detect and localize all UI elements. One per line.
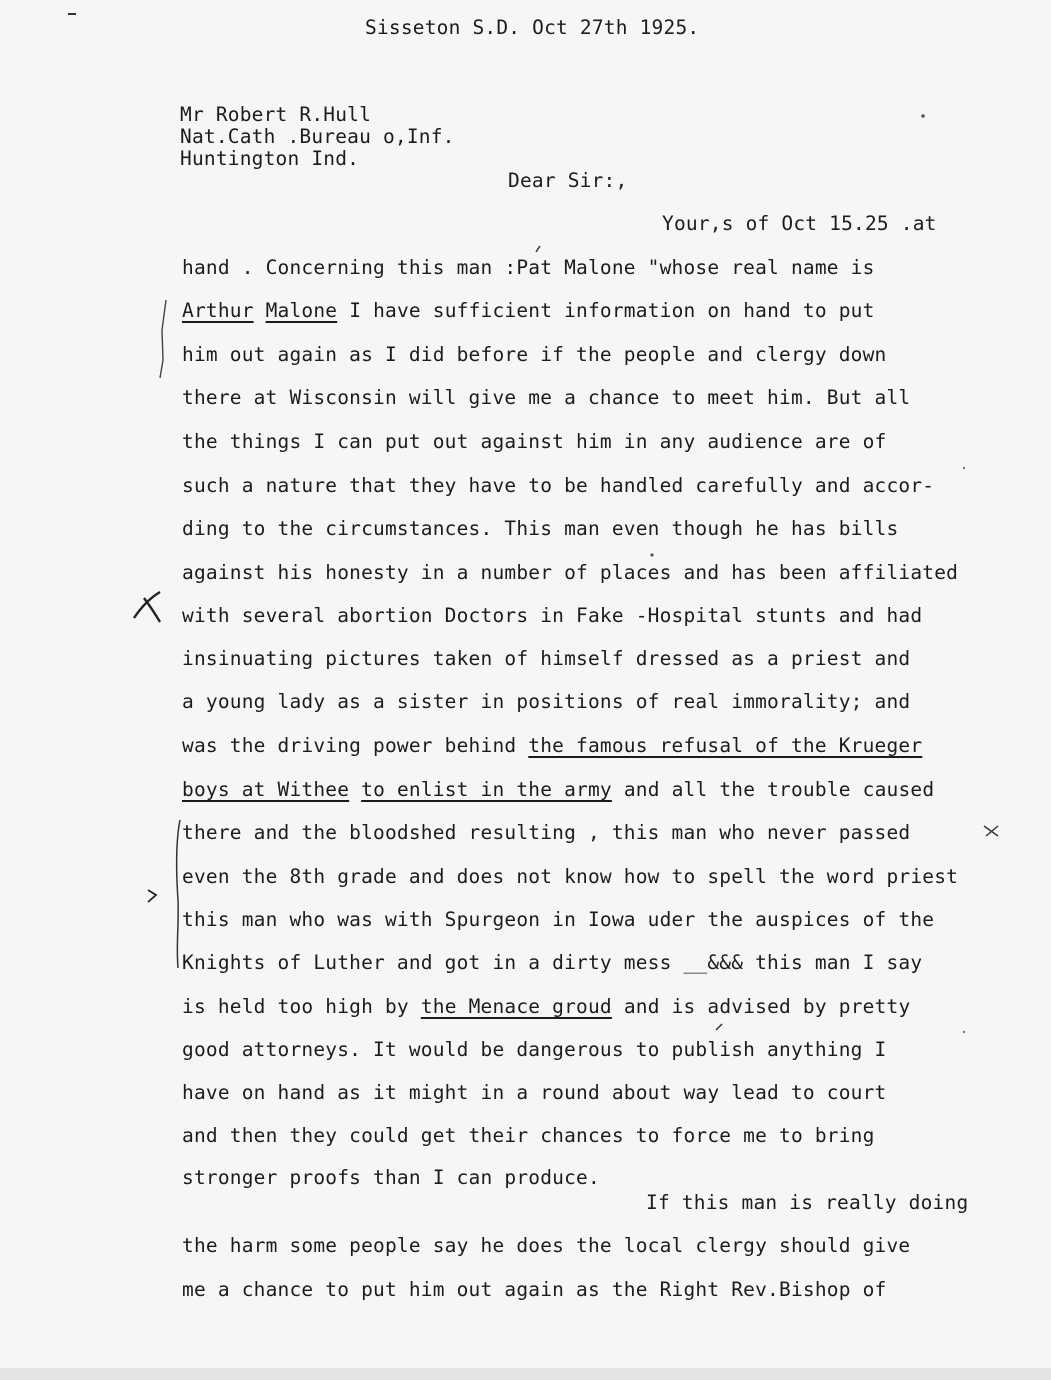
- body-line: ding to the circumstances. This man even though he has bills: [182, 517, 899, 540]
- body-line-text: is held too high by: [182, 995, 409, 1018]
- margin-x-mark: [134, 592, 160, 622]
- body-line: him out again as I did before if the people and clergy down: [182, 343, 887, 366]
- overstrike-mark: [984, 826, 998, 836]
- body-line: the harm some people say he does the local clergy should give: [182, 1234, 911, 1257]
- body-line: have on hand as it might in a round about way lead to court: [182, 1081, 887, 1104]
- body-line: [182, 995, 910, 1019]
- paragraph-start: If this man is really doing: [646, 1191, 969, 1214]
- body-line: such a nature that they have to be handled carefully and accor-: [182, 474, 935, 497]
- margin-arrow-mark: [148, 890, 156, 902]
- body-line: a young lady as a sister in positions of real immorality; and: [182, 690, 911, 713]
- underlined-name: Malone: [265, 299, 338, 322]
- ink-dot: [921, 114, 925, 118]
- body-line: [182, 734, 922, 758]
- ink-dot: [650, 553, 653, 556]
- body-line: against his honesty in a number of places and has been affiliated: [182, 561, 959, 584]
- page-bottom-edge: [0, 1368, 1051, 1380]
- body-line-text: and is advised by pretty: [623, 995, 911, 1018]
- body-line: good attorneys. It would be dangerous to publish anything I: [182, 1038, 887, 1061]
- underlined-phrase: to enlist in the army: [361, 778, 612, 801]
- ink-dot: [963, 1031, 965, 1033]
- letter-date-header: Sisseton S.D. Oct 27th 1925.: [365, 16, 700, 39]
- underlined-phrase: the famous refusal of the Krueger: [528, 734, 923, 757]
- ink-dot: [963, 467, 965, 469]
- ink-stroke: [716, 1024, 722, 1030]
- underlined-name: Arthur: [182, 299, 254, 322]
- body-line: the things I can put out against him in any audience are of: [182, 430, 887, 453]
- margin-line-mark: [160, 300, 166, 378]
- body-line: [182, 778, 934, 802]
- body-line: hand . Concerning this man :Pat Malone "whose real name is: [182, 256, 875, 279]
- ink-stroke: [536, 246, 540, 252]
- body-line: and then they could get their chances to force me to bring: [182, 1124, 875, 1147]
- recipient-city: Huntington Ind.: [180, 147, 360, 170]
- body-line-text: I have sufficient information on hand to put: [349, 299, 875, 322]
- body-line: with several abortion Doctors in Fake -Hospital stunts and had: [182, 604, 923, 627]
- body-line-text: and all the trouble caused: [623, 778, 935, 801]
- body-line-text: was the driving power behind: [182, 734, 517, 757]
- body-line: even the 8th grade and does not know how to spell the word priest: [182, 865, 959, 888]
- body-line: insinuating pictures taken of himself dressed as a priest and: [182, 647, 911, 670]
- salutation: Dear Sir:,: [508, 169, 628, 192]
- body-line: there and the bloodshed resulting , this man who never passed: [182, 821, 911, 844]
- body-line: stronger proofs than I can produce.: [182, 1166, 600, 1189]
- body-line: there at Wisconsin will give me a chance to meet him. But all: [182, 386, 911, 409]
- margin-bracket-mark: [177, 820, 180, 968]
- body-line: this man who was with Spurgeon in Iowa uder the auspices of the: [182, 908, 935, 931]
- body-line: Knights of Luther and got in a dirty mess __&&& this man I say: [182, 951, 923, 974]
- recipient-organization: Nat.Cath .Bureau o,Inf.: [180, 125, 455, 148]
- body-line: [182, 299, 875, 323]
- body-line: me a chance to put him out again as the Right Rev.Bishop of: [182, 1278, 887, 1301]
- underlined-phrase: boys at Withee: [182, 778, 350, 801]
- opening-line: Your,s of Oct 15.25 .at: [662, 212, 937, 235]
- underlined-phrase: the Menace groud: [420, 995, 612, 1018]
- recipient-name: Mr Robert R.Hull: [180, 103, 372, 126]
